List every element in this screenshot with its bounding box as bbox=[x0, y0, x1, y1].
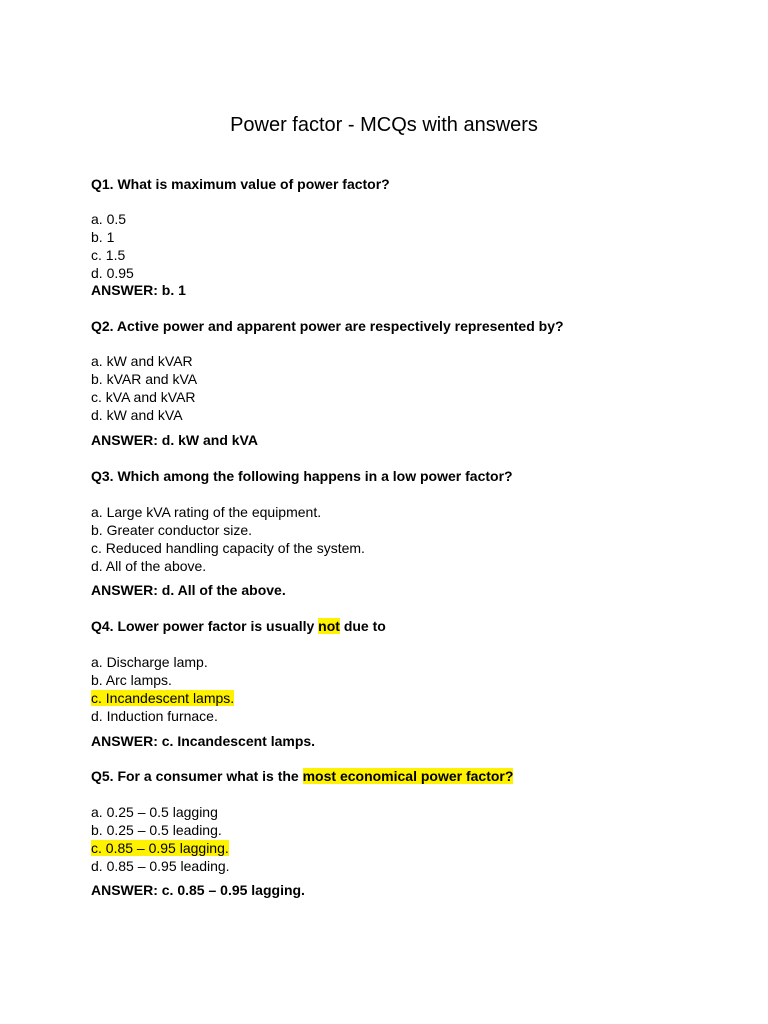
q1-option-a: a. 0.5 bbox=[91, 211, 127, 227]
q4-text-post: due to bbox=[339, 618, 386, 634]
q5-option-c-highlight: c. 0.85 – 0.95 lagging. bbox=[91, 840, 229, 856]
question-1: Q1. What is maximum value of power factor? bbox=[91, 176, 390, 192]
q5-option-a: a. 0.25 – 0.5 lagging bbox=[91, 804, 218, 820]
q5-highlight: most economical power factor? bbox=[302, 768, 514, 784]
q3-answer: ANSWER: d. All of the above. bbox=[91, 582, 286, 598]
q5-option-b: b. 0.25 – 0.5 leading. bbox=[91, 822, 222, 838]
q2-option-c: c. kVA and kVAR bbox=[91, 389, 196, 405]
q4-option-b: b. Arc lamps. bbox=[91, 672, 172, 688]
q3-option-c: c. Reduced handling capacity of the system. bbox=[91, 540, 365, 556]
q1-option-c: c. 1.5 bbox=[91, 247, 126, 263]
q4-option-c-highlight: c. Incandescent lamps. bbox=[91, 690, 235, 706]
q2-option-d: d. kW and kVA bbox=[91, 407, 183, 423]
q2-answer: ANSWER: d. kW and kVA bbox=[91, 432, 258, 448]
q2-option-b: b. kVAR and kVA bbox=[91, 371, 198, 387]
q5-option-c bbox=[91, 839, 229, 857]
q1-option-d: d. 0.95 bbox=[91, 265, 134, 281]
q4-answer: ANSWER: c. Incandescent lamps. bbox=[91, 733, 316, 749]
q2-option-a: a. kW and kVAR bbox=[91, 353, 193, 369]
question-2: Q2. Active power and apparent power are respectively represented by? bbox=[91, 318, 564, 334]
q4-highlight: not bbox=[318, 618, 340, 634]
q4-text-pre: Q4. Lower power factor is usually bbox=[91, 618, 319, 634]
q5-answer: ANSWER: c. 0.85 – 0.95 lagging. bbox=[91, 882, 305, 898]
question-3: Q3. Which among the following happens in a low power factor? bbox=[91, 468, 513, 484]
page-title: Power factor - MCQs with answers bbox=[230, 114, 538, 136]
q4-option-a: a. Discharge lamp. bbox=[91, 654, 208, 670]
question-4 bbox=[91, 618, 386, 635]
question-5 bbox=[91, 768, 513, 785]
q3-option-b: b. Greater conductor size. bbox=[91, 522, 253, 538]
q4-option-c bbox=[91, 689, 234, 707]
q5-text-pre: Q5. For a consumer what is the bbox=[91, 768, 303, 784]
q5-option-d: d. 0.85 – 0.95 leading. bbox=[91, 858, 230, 874]
q3-option-a: a. Large kVA rating of the equipment. bbox=[91, 504, 322, 520]
q4-option-d: d. Induction furnace. bbox=[91, 708, 218, 724]
q3-option-d: d. All of the above. bbox=[91, 558, 207, 574]
q1-answer: ANSWER: b. 1 bbox=[91, 282, 186, 298]
q1-option-b: b. 1 bbox=[91, 229, 115, 245]
